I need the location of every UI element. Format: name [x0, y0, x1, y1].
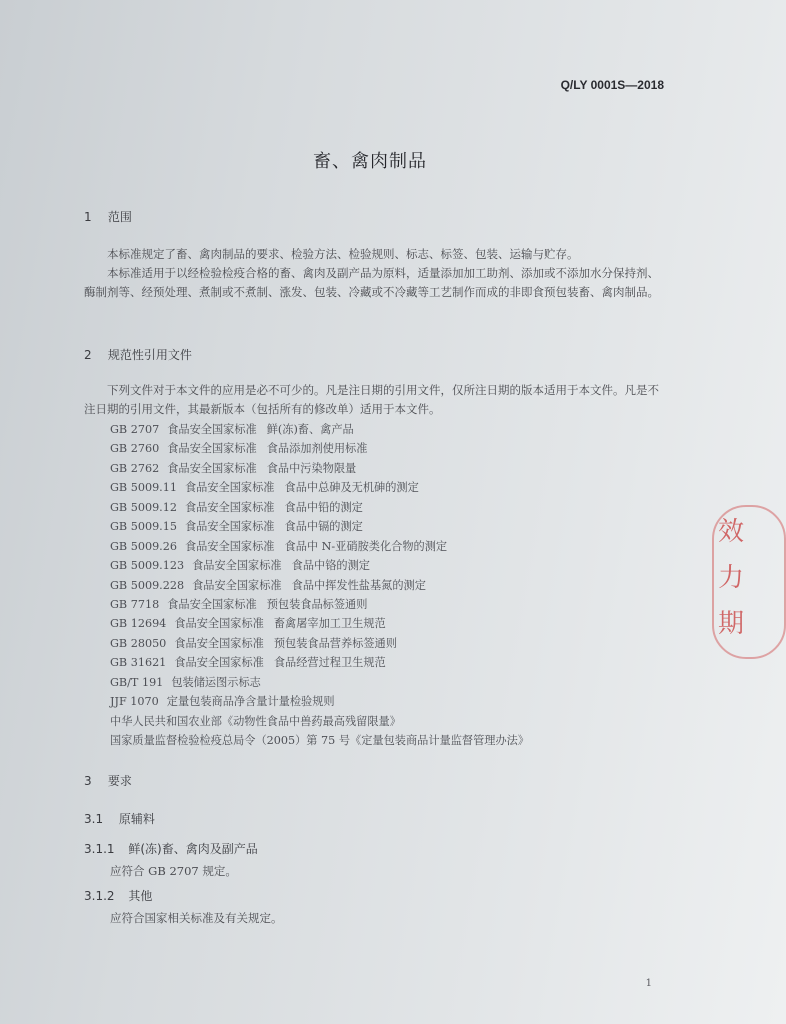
reference-item: GB 5009.12 食品安全国家标准 食品中铅的测定	[110, 500, 363, 514]
red-seal-stamp	[712, 505, 772, 655]
reference-item: GB 2760 食品安全国家标准 食品添加剂使用标准	[110, 442, 368, 456]
reference-item: JJF 1070 定量包装商品净含量计量检验规则	[110, 695, 335, 709]
document-code: Q/LY 0001S—2018	[560, 78, 664, 92]
reference-item: 中华人民共和国农业部《动物性食品中兽药最高残留限量》	[110, 714, 401, 728]
section-1-number: 1	[84, 210, 92, 224]
section-3-1-2-heading: 3.1.2 其他	[84, 889, 153, 903]
section-2-title: 规范性引用文件	[107, 348, 192, 362]
section-2-number: 2	[84, 348, 92, 362]
reference-item: GB 28050 食品安全国家标准 预包装食品营养标签通则	[110, 636, 397, 650]
scope-paragraph-2: 本标准适用于以经检验检疫合格的畜、禽肉及副产品为原料，适量添加加工助剂、添加或不添加水分保持剂、酶制剂等、经预处理、煮制或不煮制、涨发、包装、冷藏或不冷藏等工艺制作而成的非即食预包装畜、禽肉制品。	[84, 266, 659, 299]
reference-item: GB 5009.26 食品安全国家标准 食品中 N-亚硝胺类化合物的测定	[110, 539, 448, 553]
reference-item: GB 5009.15 食品安全国家标准 食品中镉的测定	[110, 520, 363, 534]
reference-item: GB 5009.123 食品安全国家标准 食品中铬的测定	[110, 559, 370, 573]
section-3-title: 要求	[107, 774, 132, 788]
reference-item: GB 5009.228 食品安全国家标准 食品中挥发性盐基氮的测定	[110, 578, 426, 592]
normative-intro: 下列文件对于本文件的应用是必不可少的。凡是注日期的引用文件，仅所注日期的版本适用于本文件。凡是不注日期的引用文件，其最新版本（包括所有的修改单）适用于本文件。	[84, 383, 659, 416]
page-number: 1	[645, 978, 652, 989]
reference-item: GB 31621 食品安全国家标准 食品经营过程卫生规范	[110, 656, 386, 670]
reference-item: GB 2707 食品安全国家标准 鲜(冻)畜、禽产品	[110, 423, 354, 436]
section-3-heading	[84, 772, 132, 789]
section-3-1-1-text: 应符合 GB 2707 规定。	[110, 864, 237, 878]
section-3-1-1-heading: 3.1.1 鲜(冻)畜、禽肉及副产品	[84, 842, 258, 856]
section-3-number: 3	[84, 774, 92, 788]
reference-item: GB 7718 食品安全国家标准 预包装食品标签通则	[110, 597, 368, 611]
section-2-heading	[84, 346, 192, 363]
reference-item: GB 5009.11 食品安全国家标准 食品中总砷及无机砷的测定	[110, 481, 419, 495]
reference-list	[110, 420, 529, 750]
stamp-text: 效 力 期	[718, 517, 745, 639]
document-title: 畜、禽肉制品	[313, 151, 427, 172]
section-1-heading	[84, 208, 132, 225]
section-1-title: 范围	[107, 210, 132, 224]
reference-item: GB/T 191 包装储运图示标志	[110, 675, 261, 689]
reference-item: GB 2762 食品安全国家标准 食品中污染物限量	[110, 461, 357, 475]
scope-paragraph-1: 本标准规定了畜、禽肉制品的要求、检验方法、检验规则、标志、标签、包装、运输与贮存。	[107, 247, 579, 261]
reference-item: 国家质量监督检验检疫总局令（2005）第 75 号《定量包装商品计量监督管理办法》	[110, 734, 530, 747]
reference-item: GB 12694 食品安全国家标准 畜禽屠宰加工卫生规范	[110, 617, 386, 631]
section-3-1-heading: 3.1 原辅料	[84, 812, 155, 826]
section-3-1-2-text: 应符合国家相关标准及有关规定。	[110, 911, 283, 925]
